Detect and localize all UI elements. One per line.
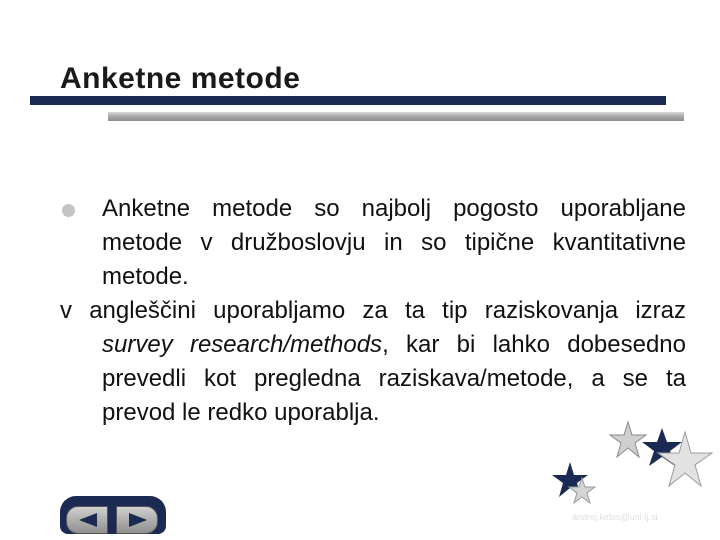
slide-body xyxy=(60,192,686,430)
paragraph-1 xyxy=(60,192,686,294)
bullet-icon xyxy=(62,204,75,217)
paragraph-2-italic: survey research/methods xyxy=(102,331,383,358)
paragraph-2-text-after: , kar bi lahko dobesedno prevedli kot pregledna raziskava/metode, a se ta prevod le redko uporablja. xyxy=(102,331,687,426)
footer-email[interactable]: andrej.kirbis@uni-lj.si xyxy=(572,512,658,522)
slide-title: Anketne metode xyxy=(60,62,301,95)
prev-slide-button[interactable] xyxy=(66,506,108,534)
next-slide-button[interactable] xyxy=(116,506,158,534)
paragraph-2-text-before: angleščini uporabljamo za ta tip raziskovanja izraz xyxy=(89,297,686,324)
title-rule-grey xyxy=(108,112,684,121)
paragraph-2 xyxy=(60,294,686,430)
title-rule-dark xyxy=(30,96,666,105)
slide-navigation xyxy=(60,496,166,534)
paragraph-1-text: Anketne metode so najbolj pogosto uporabljane metode v družboslovju in so tipične kvantitativne metode. xyxy=(102,195,686,290)
arrow-right-icon xyxy=(129,513,147,527)
arrow-left-icon xyxy=(79,513,97,527)
paragraph-2-prefix: v xyxy=(60,297,90,324)
